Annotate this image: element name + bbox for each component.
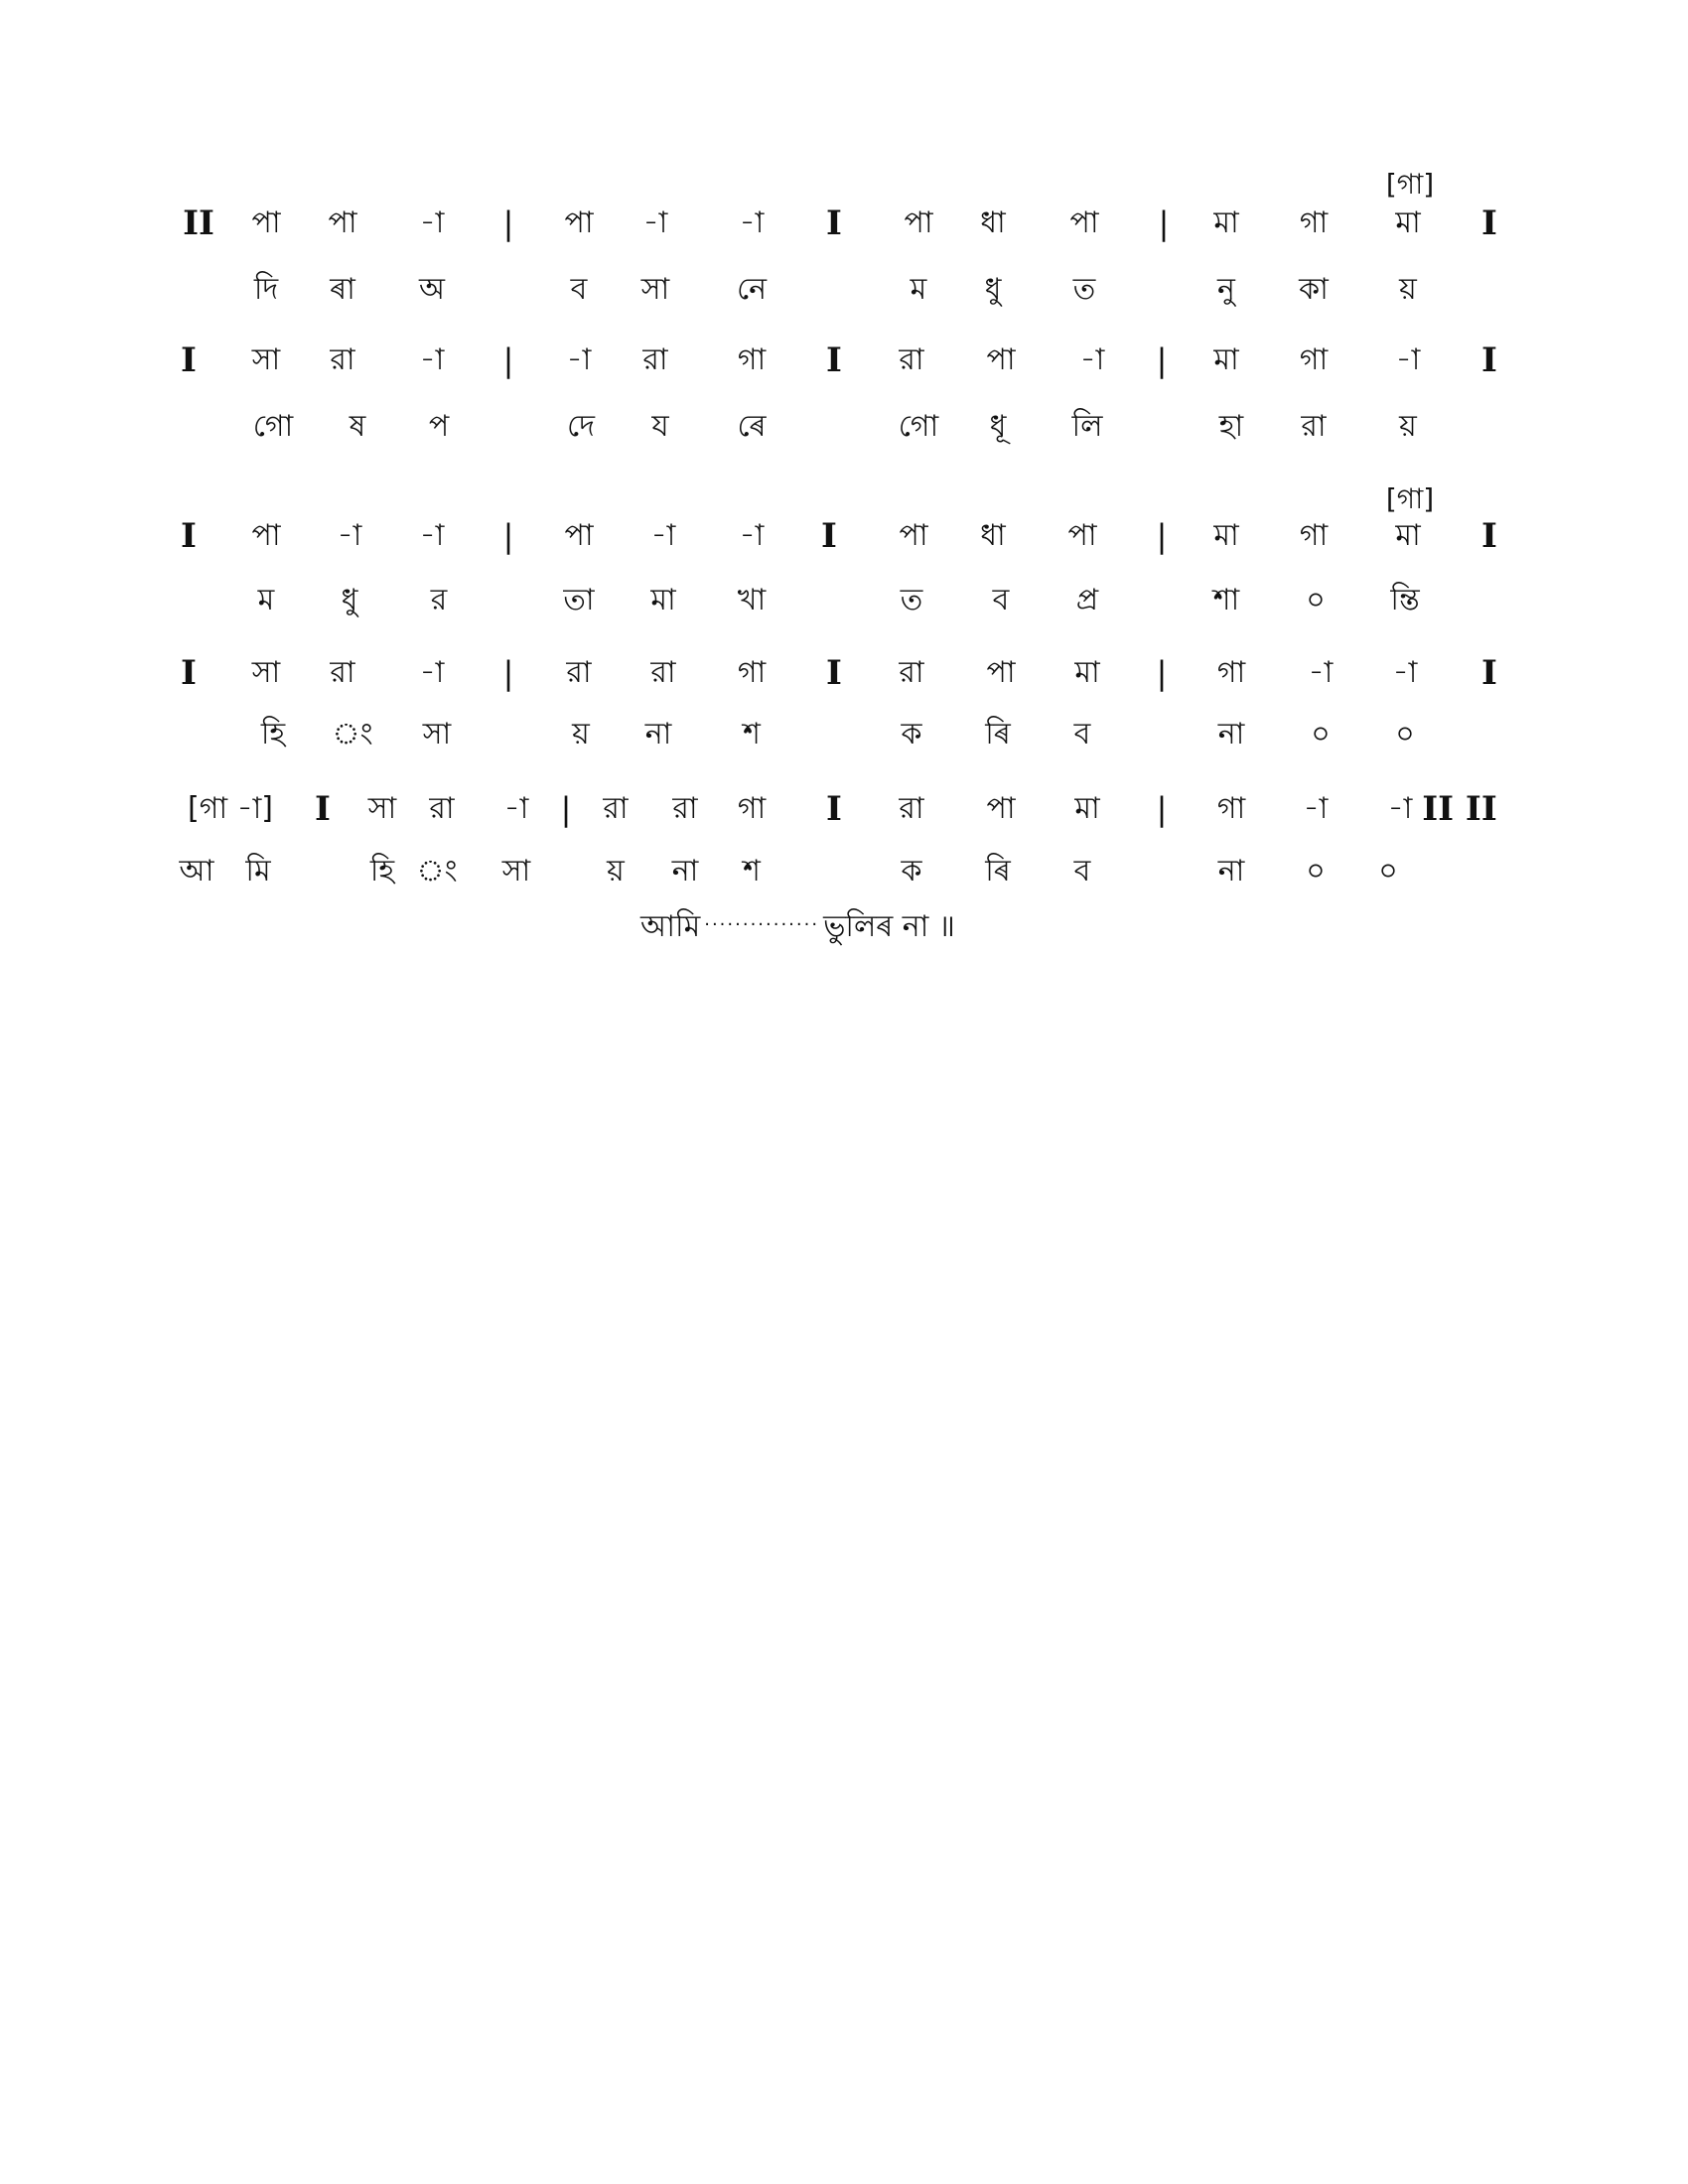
- lyric-syllable: না: [1217, 854, 1245, 888]
- swara-note: রা: [899, 655, 924, 690]
- lyric-syllable: না: [671, 854, 699, 888]
- swara-note: রা: [603, 791, 629, 826]
- swara-note: রা: [899, 791, 924, 826]
- barline: I: [826, 204, 842, 243]
- swara-note: -া: [1392, 655, 1418, 690]
- swara-note: গা: [1299, 518, 1329, 553]
- lyric-syllable: ধু: [341, 583, 358, 617]
- swara-note: পা: [986, 342, 1016, 377]
- lyric-syllable: ৰি: [985, 854, 1011, 888]
- swara-note: রা: [642, 342, 668, 377]
- lyric-syllable: ব: [1073, 854, 1091, 888]
- lyric-syllable: ৰি: [985, 717, 1011, 751]
- barline-double: II: [183, 204, 214, 243]
- barline: I: [826, 653, 842, 693]
- lyric-syllable: ত: [900, 583, 923, 617]
- swara-note: গা: [1216, 791, 1246, 826]
- swara-note: গা: [737, 655, 767, 690]
- swara-note: রা: [330, 655, 355, 690]
- swara-note: রা: [672, 791, 698, 826]
- swara-note: সা: [251, 655, 281, 690]
- swara-note: মা: [1213, 342, 1239, 377]
- lyric-syllable: ম: [910, 272, 927, 307]
- lyric-syllable: প: [428, 409, 450, 444]
- swara-note: -া: [1308, 655, 1334, 690]
- lyric-syllable: দি: [253, 272, 279, 307]
- lyric-syllable: ব: [1073, 717, 1091, 751]
- lyric-syllable: ০: [1311, 717, 1331, 751]
- swara-note: -া: [1395, 342, 1421, 377]
- swara-note: সা: [367, 791, 397, 826]
- barline: I: [821, 516, 837, 556]
- swara-note: মা: [1074, 655, 1100, 690]
- barline: I: [826, 789, 842, 829]
- beat-separator: |: [502, 205, 514, 242]
- lyric-syllable: খা: [737, 583, 767, 617]
- swara-note: -া: [739, 205, 765, 240]
- beat-separator: |: [1156, 341, 1168, 379]
- swara-note: পা: [1069, 205, 1099, 240]
- lyric-syllable: রা: [1301, 409, 1327, 444]
- ellipsis-dots: ···············: [704, 914, 820, 935]
- lyric-syllable: ০: [1378, 854, 1398, 888]
- lyric-syllable: ং: [332, 717, 373, 751]
- lyric-syllable: প্র: [1075, 583, 1099, 617]
- beat-separator: |: [502, 517, 514, 555]
- lyric-syllable: সা: [501, 854, 531, 888]
- lyric-syllable: ০: [1306, 854, 1326, 888]
- swara-annotation: [গা -া]: [187, 791, 274, 826]
- beat-separator: |: [1156, 790, 1168, 828]
- swara-note: পা: [904, 205, 933, 240]
- swara-note: পা: [1067, 518, 1097, 553]
- swara-note: -া: [419, 342, 445, 377]
- swara-note: মা: [1395, 518, 1421, 553]
- lyric-syllable: য়: [572, 717, 590, 751]
- barline: I: [181, 341, 197, 380]
- lyric-syllable: দে: [567, 409, 595, 444]
- refrain-end: ভুলিৰ না ॥: [823, 909, 955, 944]
- swara-note: মা: [1074, 791, 1100, 826]
- swara-note: মা: [1395, 205, 1421, 240]
- barline: I: [1481, 341, 1497, 380]
- refrain-start: আমি: [640, 909, 701, 944]
- swara-note: পা: [986, 655, 1016, 690]
- block-annotation: [গা]: [1385, 482, 1435, 515]
- lyric-syllable: না: [1217, 717, 1245, 751]
- swara-note: -া: [1303, 791, 1329, 826]
- swara-note: রা: [429, 791, 455, 826]
- swara-note: রা: [650, 655, 676, 690]
- lyric-syllable: নে: [736, 272, 768, 307]
- swara-note: মা: [1213, 205, 1239, 240]
- barline: I: [181, 516, 197, 556]
- swara-note: -া: [337, 518, 362, 553]
- lyric-syllable: গো: [252, 409, 294, 444]
- refrain-line: [640, 905, 955, 947]
- lyric-syllable: ষ: [349, 409, 366, 444]
- lyric-syllable: হি: [260, 717, 286, 751]
- barline: I: [1481, 516, 1497, 556]
- swara-note: গা: [1299, 342, 1329, 377]
- lyric-syllable: সা: [640, 272, 670, 307]
- swara-note: সা: [251, 342, 281, 377]
- barline: I: [826, 341, 842, 380]
- swara-note: রা: [330, 342, 355, 377]
- swara-note: মা: [1213, 518, 1239, 553]
- swara-note: পা: [564, 518, 594, 553]
- swara-note: -া: [1387, 791, 1413, 826]
- lyric-syllable: ০: [1306, 583, 1326, 617]
- lyric-syllable: ক: [901, 717, 922, 751]
- lyric-syllable: শ: [743, 717, 761, 751]
- swara-note: পা: [328, 205, 357, 240]
- beat-separator: |: [560, 790, 572, 828]
- swara-note: -া: [419, 518, 445, 553]
- lyric-syllable: নু: [1217, 272, 1235, 307]
- swara-note: ধা: [980, 205, 1006, 240]
- swara-note: পা: [986, 791, 1016, 826]
- lyric-syllable: অ: [419, 272, 445, 307]
- swara-note: -া: [419, 655, 445, 690]
- swara-note: পা: [899, 518, 928, 553]
- barline-double: II II: [1422, 789, 1497, 829]
- lyric-syllable: ম: [257, 583, 275, 617]
- lyric-syllable: ৰে: [737, 409, 767, 444]
- lyric-syllable: লি: [1071, 409, 1103, 444]
- beat-separator: |: [502, 654, 514, 692]
- lyric-syllable: মা: [650, 583, 676, 617]
- block-annotation: [গা]: [1385, 168, 1435, 201]
- swara-note: ধা: [980, 518, 1006, 553]
- swara-note: পা: [251, 518, 281, 553]
- barline: I: [1481, 204, 1497, 243]
- swara-note: -া: [739, 518, 765, 553]
- swara-note: -া: [566, 342, 592, 377]
- lyric-syllable: হা: [1218, 409, 1244, 444]
- lyric-syllable: ক: [901, 854, 922, 888]
- lyric-syllable: হি: [369, 854, 395, 888]
- lyric-syllable: য়: [1399, 272, 1417, 307]
- lyric-syllable: ধূ: [989, 409, 1007, 444]
- beat-separator: |: [502, 341, 514, 379]
- lyric-syllable: ব: [570, 272, 588, 307]
- lyric-syllable: ন্তি: [1390, 583, 1420, 617]
- swara-note: -া: [1079, 342, 1105, 377]
- swara-note: পা: [251, 205, 281, 240]
- lyric-syllable: ০: [1395, 717, 1415, 751]
- swara-note: গা: [737, 791, 767, 826]
- swara-note: পা: [564, 205, 594, 240]
- swara-note: গা: [1216, 655, 1246, 690]
- lyric-syllable: গো: [898, 409, 939, 444]
- lyric-syllable: শা: [1212, 583, 1240, 617]
- lyric-syllable: তা: [563, 583, 595, 617]
- swara-note: রা: [566, 655, 592, 690]
- swara-note: গা: [737, 342, 767, 377]
- barline: I: [315, 789, 331, 829]
- lyric-syllable: শ: [743, 854, 761, 888]
- swara-note: -া: [650, 518, 676, 553]
- swara-note: -া: [419, 205, 445, 240]
- lyric-syllable: য: [651, 409, 669, 444]
- lyric-syllable: ং: [416, 854, 458, 888]
- lyric-syllable: র: [430, 583, 448, 617]
- lyric-syllable: য়: [1399, 409, 1417, 444]
- barline: I: [1481, 653, 1497, 693]
- beat-separator: |: [1156, 654, 1168, 692]
- swara-note: -া: [642, 205, 668, 240]
- swara-note: রা: [899, 342, 924, 377]
- lyric-syllable: য়: [607, 854, 625, 888]
- lyric-syllable: কা: [1299, 272, 1329, 307]
- beat-separator: |: [1158, 205, 1170, 242]
- lyric-syllable: ধু: [984, 272, 1002, 307]
- beat-separator: |: [1156, 517, 1168, 555]
- barline: I: [181, 653, 197, 693]
- lyric-syllable: মি: [245, 854, 271, 888]
- lyric-syllable: ত: [1072, 272, 1096, 307]
- lyric-syllable: সা: [422, 717, 452, 751]
- lyric-syllable: আ: [179, 854, 214, 888]
- swara-note: গা: [1299, 205, 1329, 240]
- lyric-syllable: ব: [992, 583, 1010, 617]
- lyric-syllable: ৰা: [330, 272, 355, 307]
- swara-note: -া: [503, 791, 529, 826]
- lyric-syllable: না: [644, 717, 672, 751]
